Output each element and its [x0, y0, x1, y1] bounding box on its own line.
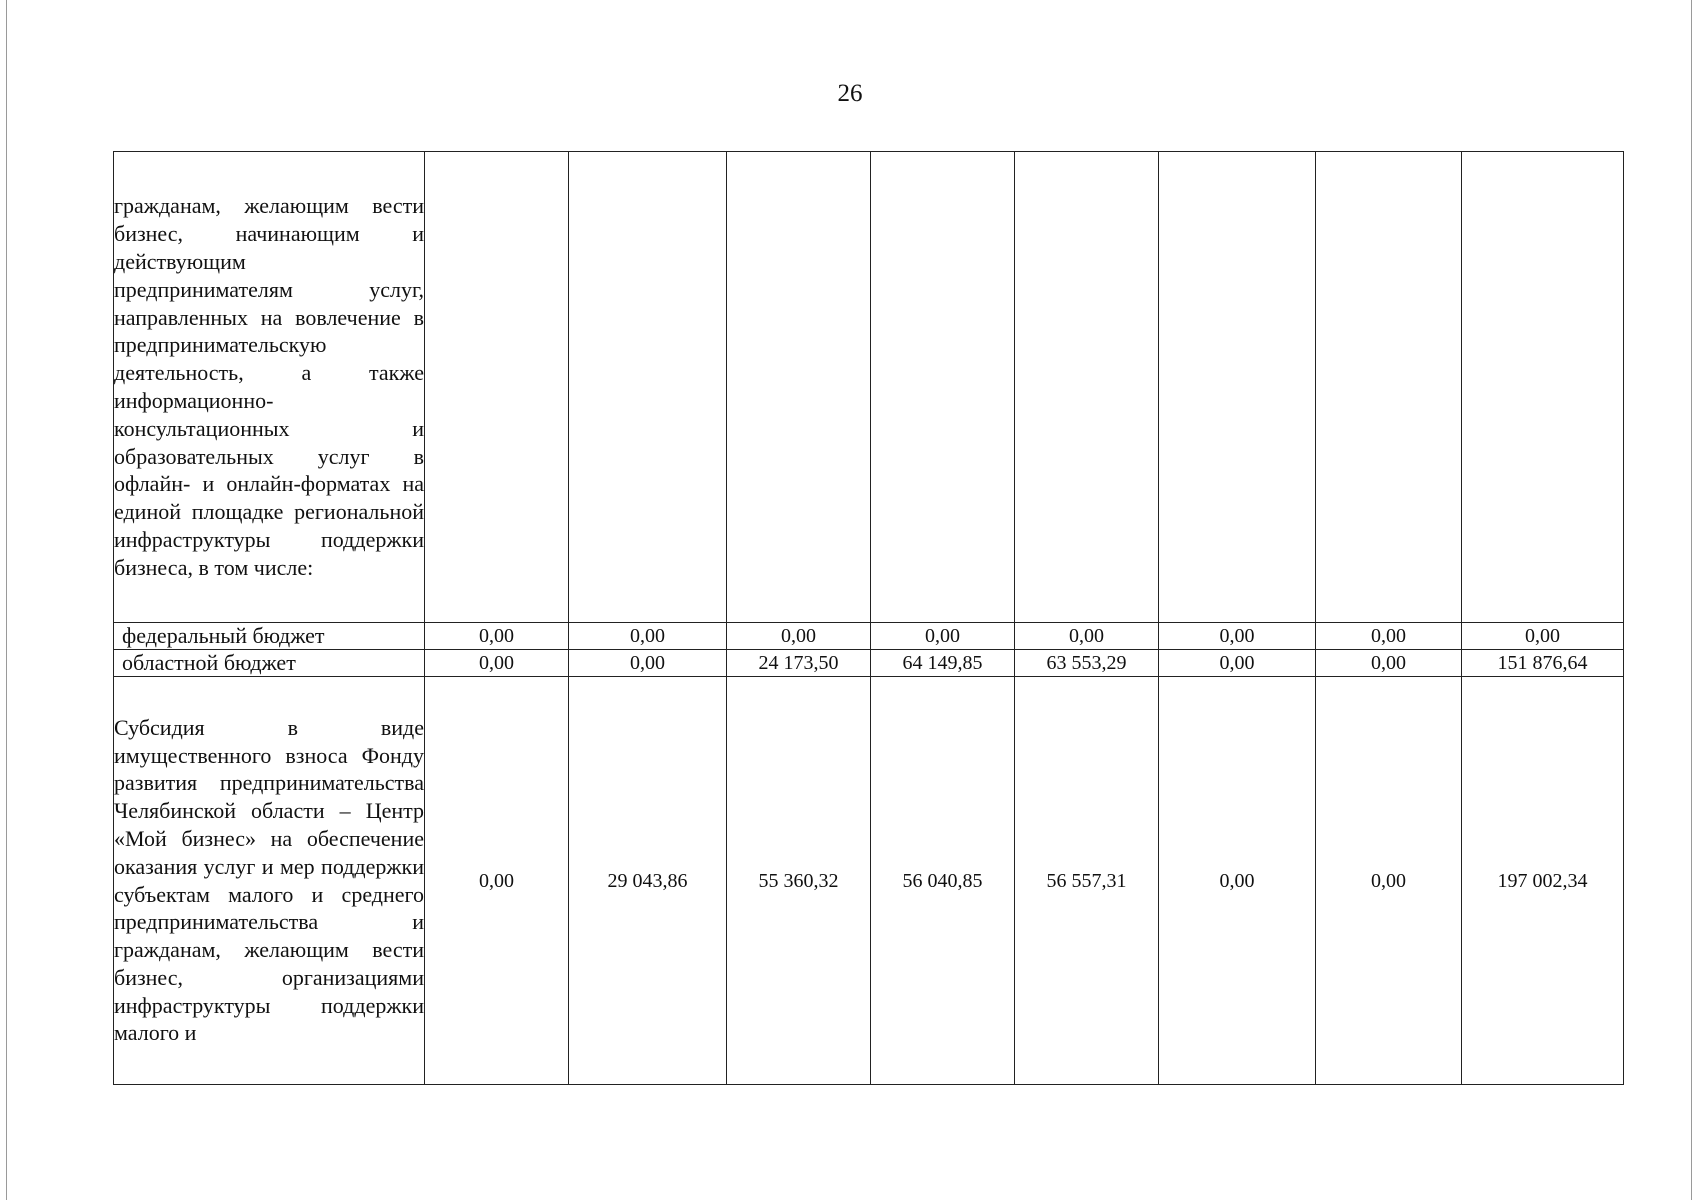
row-description: федеральный бюджет — [114, 623, 425, 650]
budget-table — [113, 151, 1624, 1085]
value-cell — [569, 152, 727, 623]
value-cell: 0,00 — [1159, 677, 1316, 1085]
value-cell: 0,00 — [1159, 623, 1316, 650]
value-cell: 29 043,86 — [569, 677, 727, 1085]
value-cell: 0,00 — [1015, 623, 1159, 650]
value-cell — [871, 152, 1015, 623]
row-description: Субсидия в виде имущественного взноса Фонду развития предпринимательства Челябинской области – Центр «Мой бизнес» на обеспечение оказания услуг и мер поддержки субъектам малого и среднего предпринимательства и гражданам, желающим вести бизнес, организациями инфраструктуры поддержки малого и — [114, 677, 425, 1085]
value-cell — [727, 152, 871, 623]
table-row — [114, 677, 1624, 1085]
row-description: областной бюджет — [114, 650, 425, 677]
value-cell: 56 040,85 — [871, 677, 1015, 1085]
value-cell: 0,00 — [727, 623, 871, 650]
value-cell: 151 876,64 — [1462, 650, 1624, 677]
page-number: 26 — [837, 80, 863, 107]
value-cell — [425, 152, 569, 623]
value-cell: 55 360,32 — [727, 677, 871, 1085]
value-cell: 24 173,50 — [727, 650, 871, 677]
row-description: гражданам, желающим вести бизнес, начинающим и действующим предпринимателям услуг, направленных на вовлечение в предпринимательскую деятельность, а также информационно-консультационных и образовательных услуг в офлайн- и онлайн-форматах на единой площадке региональной инфраструктуры поддержки бизнеса, в том числе: — [114, 152, 425, 623]
table-row — [114, 623, 1624, 650]
value-cell: 56 557,31 — [1015, 677, 1159, 1085]
value-cell: 63 553,29 — [1015, 650, 1159, 677]
value-cell: 0,00 — [425, 677, 569, 1085]
scan-left-edge — [6, 0, 7, 1200]
scan-right-edge — [1691, 0, 1692, 1200]
value-cell — [1015, 152, 1159, 623]
value-cell: 0,00 — [1316, 623, 1462, 650]
value-cell: 0,00 — [425, 650, 569, 677]
value-cell: 0,00 — [871, 623, 1015, 650]
value-cell: 0,00 — [1316, 650, 1462, 677]
value-cell: 197 002,34 — [1462, 677, 1624, 1085]
value-cell — [1462, 152, 1624, 623]
value-cell: 0,00 — [569, 623, 727, 650]
value-cell: 0,00 — [425, 623, 569, 650]
value-cell — [1159, 152, 1316, 623]
value-cell: 0,00 — [569, 650, 727, 677]
table-row — [114, 650, 1624, 677]
value-cell: 0,00 — [1159, 650, 1316, 677]
value-cell: 0,00 — [1462, 623, 1624, 650]
value-cell — [1316, 152, 1462, 623]
table-row — [114, 152, 1624, 623]
value-cell: 64 149,85 — [871, 650, 1015, 677]
value-cell: 0,00 — [1316, 677, 1462, 1085]
